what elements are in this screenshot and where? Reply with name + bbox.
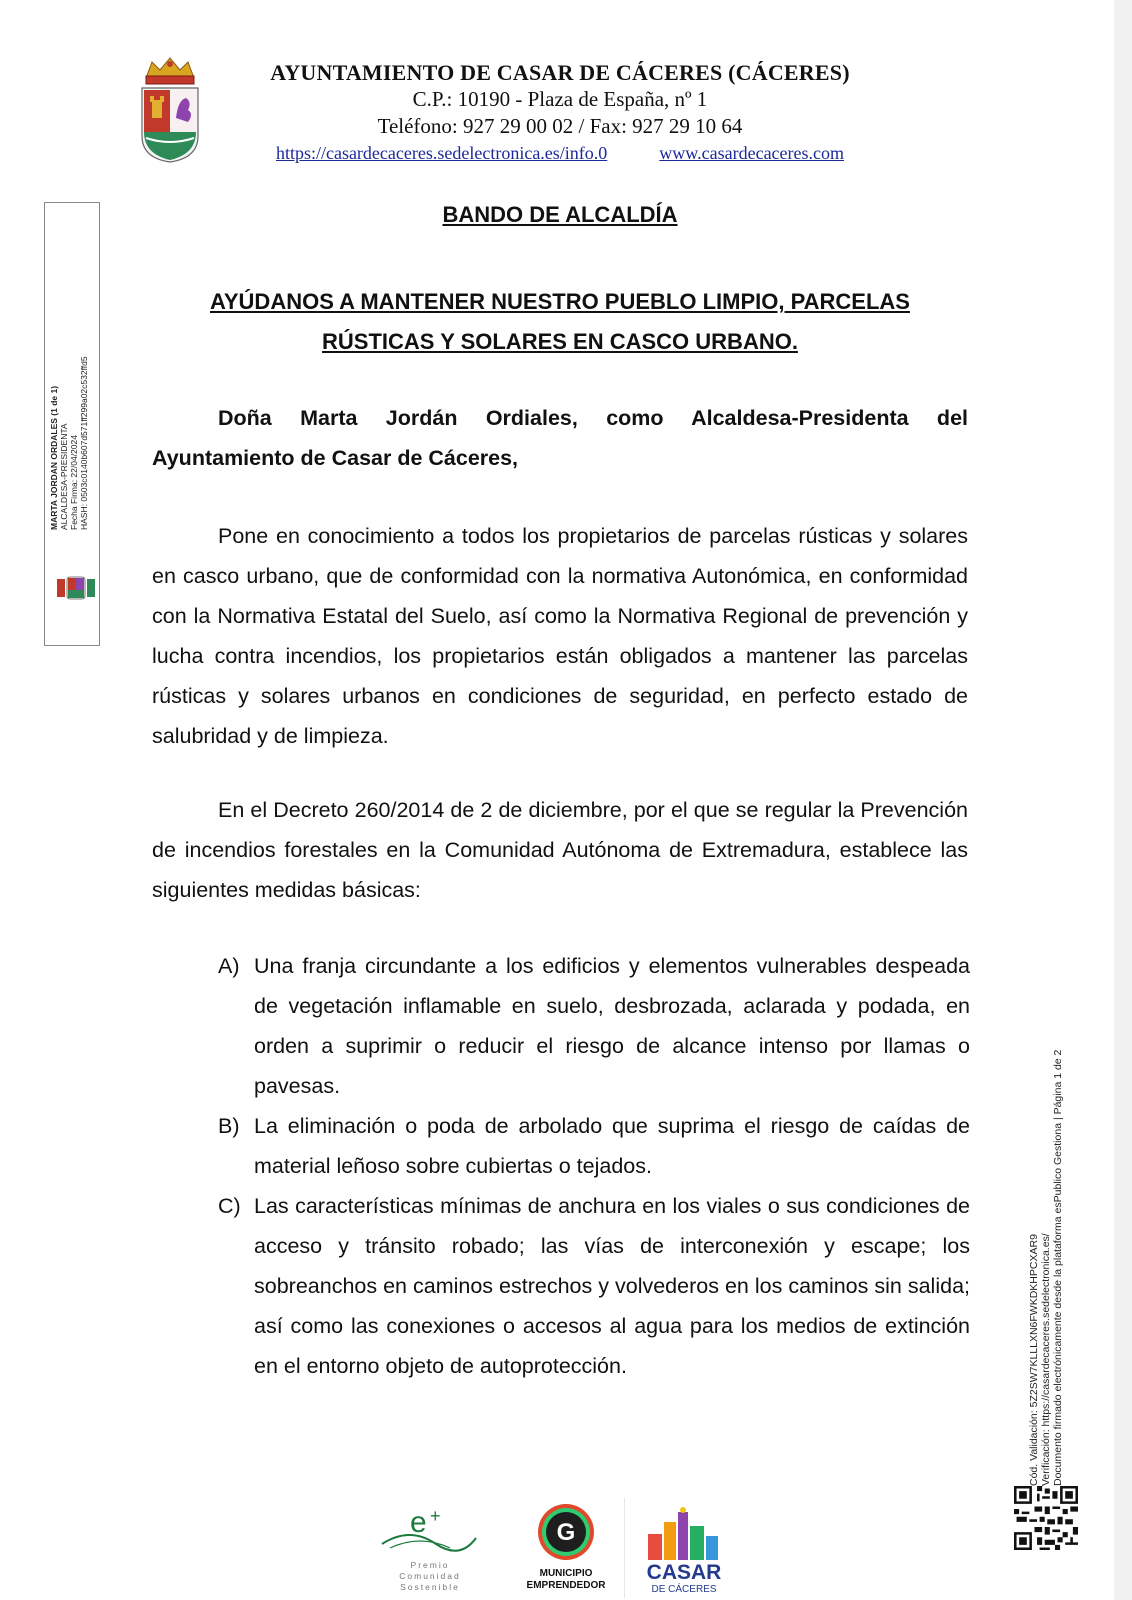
eplus-caption-2: Comunidad (399, 1571, 461, 1581)
validation-details (1028, 986, 1064, 1486)
list-marker: A) (218, 954, 240, 978)
signature-hash: HASH: 0503c0140b607d571ff299a02c532ffd5 (79, 356, 89, 530)
subtitle-line-2: RÚSTICAS Y SOLARES EN CASCO URBANO. (322, 329, 798, 354)
page-edge (1114, 0, 1132, 1600)
letterhead-address: C.P.: 10190 - Plaza de España, nº 1 (412, 87, 708, 111)
letterhead-phone: Teléfono: 927 29 00 02 / Fax: 927 29 10 64 (377, 114, 743, 138)
verification-url[interactable]: Verificación: https://casardecaceres.sedelectronica.es/ (1040, 1233, 1052, 1486)
eplus-icon (380, 1504, 480, 1560)
list-item (218, 1186, 970, 1386)
platform-note: Documento firmado electrónicamente desde la plataforma esPublico Gestiona | Página 1 de 2 (1052, 1049, 1064, 1486)
municipal-crest-icon (138, 56, 202, 168)
svg-text:G: G (556, 1519, 576, 1546)
eplus-caption-3: Sostenible (400, 1582, 460, 1592)
municipio-caption-2: EMPRENDEDOR (526, 1580, 606, 1591)
list-item (218, 1106, 970, 1186)
document-subtitle (150, 282, 970, 362)
validation-code: Cód. Validación: 5Z2SW7KLLLXN6FWKDKHPCXAR9 (1028, 1234, 1040, 1486)
signer-role: ALCALDESA-PRESIDENTA (59, 423, 69, 530)
municipio-caption-1: MUNICIPIO (539, 1568, 593, 1579)
list-item-text: Una franja circundante a los edificios y elementos vulnerables despeada de vegetación inflamable en suelo, desbrozada, aclarada y podada, en orden a suprimir o reducir el riesgo de alcance intenso por llamas o pavesas. (254, 954, 970, 1098)
subtitle-line-1: AYÚDANOS A MANTENER NUESTRO PUEBLO LIMPIO, PARCELAS (210, 289, 910, 314)
casar-de-caceres-logo (634, 1506, 734, 1598)
eplus-caption-1: Premio (410, 1560, 450, 1570)
paragraph-2 (152, 790, 968, 910)
casar-logo-subtitle: DE CÁCERES (651, 1584, 717, 1595)
intro-text: Doña Marta Jordán Ordiales, como Alcaldesa-Presidenta del Ayuntamiento de Casar de Cáceres, (152, 406, 968, 470)
paragraph-1 (152, 516, 968, 756)
paragraph-1-text: Pone en conocimiento a todos los propietarios de parcelas rústicas y solares en casco urbano, que de conformidad con la normativa Autonómica, en conformidad con la Normativa Estatal del Suelo, así como la Normativa Regional de prevención y lucha contra incendios, los propietarios están obligados a mantener las parcelas rústicas y solares urbanos en condiciones de seguridad, en perfecto estado de salubridad y de limpieza. (152, 524, 968, 748)
list-item-text: Las características mínimas de anchura en los viales o sus condiciones de acceso y tránsito robado; las vías de interconexión y escape; los sobreanchos en caminos estrechos y volvederos en los caminos sin salida; así como las conexiones o accesos al agua para los medios de extinción en el entorno objeto de autoprotección. (254, 1194, 970, 1378)
list-marker: B) (218, 1114, 240, 1138)
casar-buildings-icon (634, 1506, 734, 1562)
municipio-emprendedor-icon (516, 1502, 616, 1566)
bando-title: BANDO DE ALCALDÍA (442, 202, 678, 227)
casar-logo-title: CASAR (646, 1561, 722, 1584)
list-item-text: La eliminación o poda de arbolado que suprima el riesgo de caídas de material leñoso sobre cubiertas o tejados. (254, 1114, 970, 1178)
footer-logos (0, 1498, 1132, 1598)
list-marker: C) (218, 1194, 241, 1218)
letterhead-title: AYUNTAMIENTO DE CASAR DE CÁCERES (CÁCERES) (270, 60, 850, 85)
sede-electronica-link[interactable]: https://casardecaceres.sedelectronica.es/info.0 (275, 143, 608, 163)
signature-details (49, 330, 89, 530)
premio-comunidad-sostenible-logo (380, 1504, 484, 1596)
signature-date: Fecha Firma: 22/04/2024 (69, 435, 79, 530)
measures-list (218, 946, 970, 1386)
footer-divider (624, 1498, 625, 1598)
list-item (218, 946, 970, 1106)
svg-text:+: + (430, 1506, 441, 1526)
municipio-emprendedor-logo (516, 1502, 616, 1598)
signature-emblem-icon (53, 573, 99, 603)
letterhead (240, 60, 880, 166)
website-link[interactable]: www.casardecaceres.com (659, 143, 845, 163)
paragraph-2-text: En el Decreto 260/2014 de 2 de diciembre, por el que se regular la Prevención de incendios forestales en la Comunidad Autónoma de Extremadura, establece las siguientes medidas básicas: (152, 798, 968, 902)
intro-paragraph (152, 398, 968, 478)
signer-name: MARTA JORDAN ORDALES (1 de 1) (49, 385, 59, 530)
svg-text:e: e (410, 1506, 427, 1539)
